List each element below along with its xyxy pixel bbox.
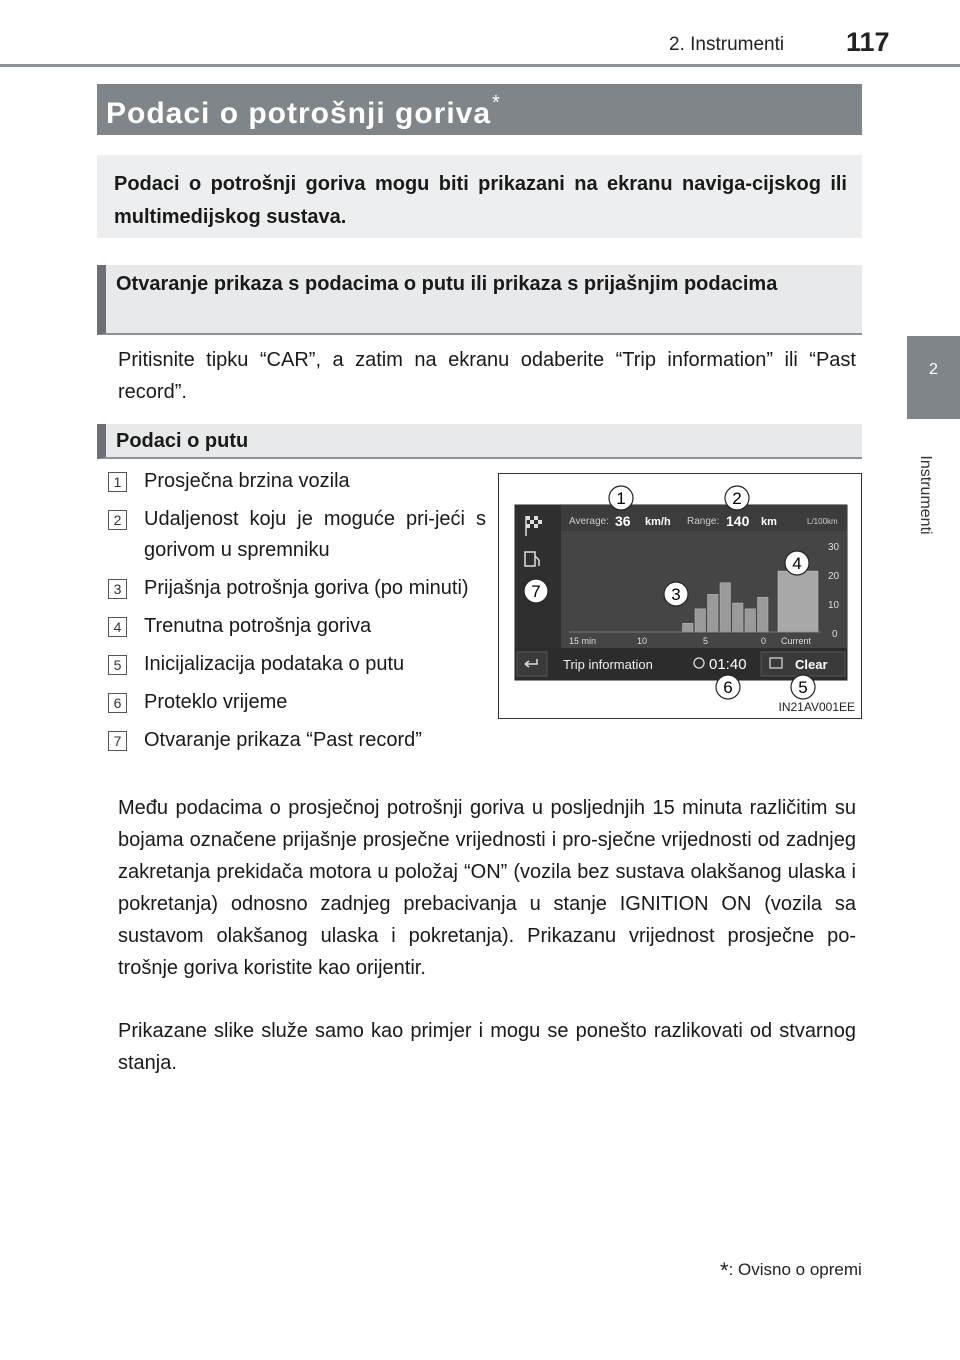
chapter-side-label-text: Instrumenti: [917, 455, 934, 535]
callout-5: 5: [798, 678, 808, 697]
item-text: Udaljenost koju je moguće pri-jeći s gorivom u spremniku: [144, 508, 486, 561]
list-item: [108, 725, 486, 756]
section-title: [106, 92, 501, 131]
figure-code: IN21AV001EE: [778, 700, 855, 714]
intro-text: Podaci o potrošnji goriva mogu biti prikazani na ekranu naviga-cijskog ili multimedijskog sustava.: [114, 173, 847, 228]
clear-label: Clear: [795, 657, 828, 672]
disclaimer-paragraph: Prikazane slike služe samo kao primjer i mogu se ponešto razlikovati od stvarnog stanja.: [118, 1020, 856, 1074]
section-title-text: Podaci o potrošnji goriva: [106, 97, 492, 130]
header-rule: [0, 64, 960, 67]
range-label: Range:: [687, 516, 720, 527]
current-label: Current: [781, 636, 812, 646]
footnote: [720, 1258, 862, 1284]
callout-4: 4: [792, 554, 802, 573]
history-bar: [745, 609, 756, 632]
y-tick: 20: [828, 571, 840, 582]
history-bar: [695, 609, 706, 632]
chapter-side-label: [905, 430, 945, 560]
range-value: 140: [726, 513, 750, 529]
page-number: 117: [846, 27, 890, 57]
average-label: Average:: [569, 516, 609, 527]
list-item: [108, 649, 486, 680]
history-bar: [733, 603, 744, 632]
item-number: 3: [108, 579, 127, 599]
item-number: 1: [108, 472, 127, 492]
subheading-trip-data: [97, 424, 862, 459]
callout-7: 7: [531, 582, 541, 601]
item-text: Otvaranje prikaza “Past record”: [144, 729, 422, 751]
item-number: 5: [108, 655, 127, 675]
average-value: 36: [615, 513, 631, 529]
footnote-text: : Ovisno o opremi: [728, 1260, 862, 1279]
subheading-trip-display-text: Otvaranje prikaza s podacima o putu ili prikaza s prijašnjim podacima: [116, 273, 778, 295]
y-tick: 30: [828, 542, 840, 553]
list-item: [108, 466, 486, 497]
chapter-tab: [907, 336, 960, 419]
item-text: Trenutna potrošnja goriva: [144, 615, 372, 637]
item-number: 6: [108, 693, 127, 713]
item-number: 2: [108, 510, 127, 530]
item-text: Proteklo vrijeme: [144, 691, 288, 713]
section-title-asterisk: *: [492, 92, 501, 114]
history-bar: [720, 583, 731, 632]
history-bar: [708, 594, 719, 632]
list-item: [108, 504, 486, 566]
trip-info-label: Trip information: [563, 657, 653, 672]
unit-label: L/100km: [807, 517, 838, 526]
trip-screen-illustration: [499, 474, 863, 720]
callout-list: [108, 466, 486, 763]
chapter-tab-number: 2: [929, 361, 938, 378]
section-title-bar: [97, 84, 862, 135]
list-item: [108, 611, 486, 642]
x-tick: 10: [637, 636, 648, 646]
range-unit: km: [761, 516, 777, 528]
elapsed-time: 01:40: [709, 656, 747, 673]
footnote-asterisk: *: [720, 1258, 729, 1283]
x-tick: 0: [761, 636, 767, 646]
subheading-trip-data-text: Podaci o putu: [116, 430, 249, 452]
list-item: [108, 687, 486, 718]
callout-2: 2: [732, 489, 742, 508]
item-text: Inicijalizacija podataka o putu: [144, 653, 405, 675]
callout-3: 3: [671, 585, 681, 604]
x-tick: 15 min: [569, 636, 597, 646]
average-unit: km/h: [645, 516, 671, 528]
running-header-section: 2. Instrumenti: [669, 34, 785, 55]
item-number: 7: [108, 731, 127, 751]
list-item: [108, 573, 486, 604]
trip-information-figure: [498, 473, 862, 719]
y-tick: 0: [832, 629, 838, 640]
history-bar: [758, 597, 769, 632]
callout-6: 6: [723, 678, 733, 697]
history-bar: [683, 623, 694, 632]
subheading-trip-display: [97, 265, 862, 335]
intro-box: [97, 155, 862, 238]
instruction-paragraph: Pritisnite tipku “CAR”, a zatim na ekranu odaberite “Trip information” ili “Past record”.: [118, 349, 856, 403]
x-tick: 5: [703, 636, 709, 646]
item-text: Prosječna brzina vozila: [144, 470, 350, 492]
item-text: Prijašnja potrošnja goriva (po minuti): [144, 577, 469, 599]
current-bar: [778, 571, 818, 632]
callout-1: 1: [616, 489, 626, 508]
item-number: 4: [108, 617, 127, 637]
y-tick: 10: [828, 600, 840, 611]
explanation-paragraph: Među podacima o prosječnoj potrošnji goriva u posljednjih 15 minuta različitim su bojama označene prijašnje prosječne vrijednosti i pro-sječne vrijednosti od zadnjeg zakretanja prekidača motora u položaj “ON” (vozila bez sustava olakšanog ulaska i pokretanja) odnosno zadnjeg prebacivanja u stanje IGNITION ON (vozila sa sustavom olakšanog ulaska i pokretanja). Prikazanu vrijednost prosječne po-trošnje goriva koristite kao orijentir.: [118, 797, 856, 979]
